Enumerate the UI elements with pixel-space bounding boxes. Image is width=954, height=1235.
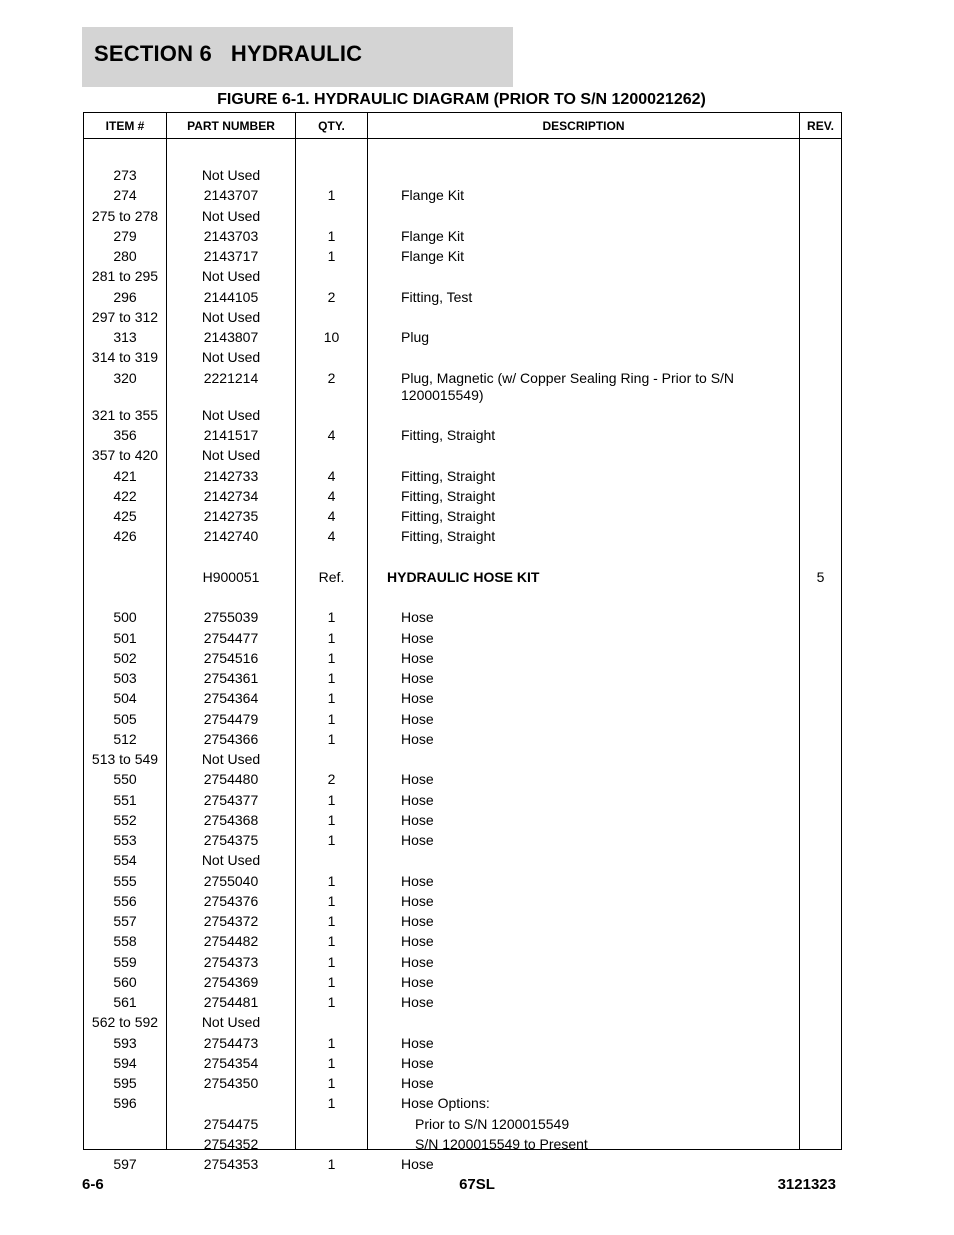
header-part-number: PART NUMBER — [167, 113, 296, 139]
cell-part: 2754354 — [203, 1054, 259, 1071]
rev-column — [800, 139, 842, 1150]
cell-part: 2754480 — [203, 771, 259, 788]
cell-qty: 4 — [327, 427, 336, 443]
cell-qty: 1 — [327, 872, 336, 889]
cell-part: Not Used — [201, 751, 261, 767]
cell-qty: 1 — [327, 1156, 336, 1172]
cell-item: 512 — [113, 730, 137, 747]
cell-qty: 1 — [327, 913, 336, 929]
cell-desc: HYDRAULIC HOSE KIT — [387, 568, 540, 585]
cell-item: 314 to 319 — [91, 349, 159, 366]
table-header-row — [84, 113, 842, 139]
cell-item: 273 — [113, 167, 137, 183]
cell-desc: Hose — [401, 811, 434, 828]
cell-item: 501 — [113, 629, 137, 646]
cell-item: 594 — [113, 1054, 137, 1071]
cell-desc: Hose — [401, 1156, 434, 1172]
cell-desc: Hose — [401, 629, 434, 646]
cell-desc: Hose — [401, 994, 434, 1010]
cell-qty: 1 — [327, 953, 336, 970]
cell-item: 296 — [113, 288, 137, 305]
cell-part: 2754350 — [203, 1075, 259, 1091]
cell-part: 2754361 — [203, 670, 259, 686]
cell-part: 2221214 — [203, 369, 259, 386]
cell-part: 2143703 — [203, 227, 259, 244]
item-column — [84, 139, 167, 1172]
cell-item: 556 — [113, 892, 137, 909]
cell-item: 559 — [113, 953, 137, 970]
section-banner — [82, 27, 513, 87]
cell-item: 561 — [113, 994, 137, 1010]
cell-item: 320 — [113, 369, 137, 386]
cell-qty: 1 — [327, 973, 336, 990]
cell-desc: Hose — [401, 670, 434, 686]
cell-part: 2754366 — [203, 730, 259, 747]
cell-qty: 2 — [327, 771, 336, 788]
cell-item: 502 — [113, 649, 137, 666]
parts-table — [83, 112, 842, 1172]
cell-item: 279 — [113, 227, 137, 244]
cell-qty: 1 — [327, 892, 336, 909]
cell-part: 2754516 — [203, 649, 259, 666]
cell-item: 321 to 355 — [91, 406, 159, 423]
cell-item: 274 — [113, 187, 137, 204]
cell-part: 2754477 — [203, 629, 259, 646]
cell-item: 550 — [113, 771, 137, 788]
cell-item: 505 — [113, 710, 137, 727]
cell-part: Not Used — [201, 406, 261, 423]
cell-part: Not Used — [201, 1014, 261, 1031]
cell-part: 2141517 — [203, 427, 259, 443]
cell-desc: Hose — [401, 1054, 434, 1071]
cell-qty: 1 — [327, 933, 336, 950]
cell-item: 595 — [113, 1075, 137, 1091]
cell-part: 2142735 — [203, 508, 259, 524]
cell-part: 2754481 — [203, 994, 259, 1010]
cell-desc: Hose — [401, 1034, 434, 1051]
cell-qty: 4 — [327, 508, 336, 524]
figure-title: FIGURE 6-1. HYDRAULIC DIAGRAM (PRIOR TO S/N 1200021262) — [217, 91, 706, 108]
cell-item: 553 — [113, 832, 137, 848]
cell-part: 2754369 — [203, 973, 259, 990]
cell-part: Not Used — [201, 268, 261, 285]
cell-part: H900051 — [202, 568, 260, 585]
cell-qty: Ref. — [318, 568, 345, 585]
cell-part: Not Used — [201, 207, 261, 224]
cell-qty: 1 — [327, 227, 336, 244]
cell-item: 357 to 420 — [91, 447, 159, 464]
cell-item: 280 — [113, 248, 137, 264]
cell-desc: Fitting, Straight — [401, 508, 496, 524]
cell-qty: 1 — [327, 187, 336, 204]
cell-desc: Hose — [401, 832, 434, 848]
cell-desc: Hose — [401, 649, 434, 666]
cell-part: 2754377 — [203, 791, 259, 808]
cell-part: 2143717 — [203, 248, 259, 264]
cell-qty: 4 — [327, 487, 336, 504]
cell-part: Not Used — [201, 167, 261, 183]
cell-item: 422 — [113, 487, 137, 504]
section-title: SECTION 6 HYDRAULIC — [94, 41, 363, 66]
qty-column — [296, 139, 368, 1172]
cell-part: 2142734 — [203, 487, 259, 504]
cell-part: Not Used — [201, 308, 261, 325]
cell-qty: 1 — [327, 791, 336, 808]
cell-desc: Fitting, Straight — [401, 467, 496, 484]
cell-qty: 1 — [327, 811, 336, 828]
cell-qty: 1 — [327, 1095, 336, 1112]
cell-part: 2754352 — [203, 1135, 259, 1152]
cell-item: 597 — [113, 1156, 137, 1172]
cell-part: 2754475 — [203, 1115, 259, 1132]
part-number-column — [167, 139, 296, 1172]
cell-part: 2754373 — [203, 953, 259, 970]
cell-desc: Flange Kit — [401, 248, 465, 264]
cell-qty: 1 — [327, 1054, 336, 1071]
cell-qty: 1 — [327, 710, 336, 727]
cell-desc: Hose — [401, 1075, 434, 1091]
cell-rev: 5 — [816, 568, 825, 585]
cell-item: 421 — [113, 467, 137, 484]
cell-desc: Hose — [401, 913, 434, 929]
cell-item: 297 to 312 — [91, 308, 159, 325]
cell-item: 555 — [113, 872, 137, 889]
cell-desc: Hose — [401, 609, 434, 626]
cell-part: Not Used — [201, 852, 261, 869]
cell-item: 275 to 278 — [91, 207, 159, 224]
cell-part: 2142733 — [203, 467, 259, 484]
cell-qty: 1 — [327, 609, 336, 626]
cell-part: 2754364 — [203, 690, 259, 707]
cell-desc: Fitting, Test — [401, 288, 473, 305]
cell-item: 552 — [113, 811, 137, 828]
cell-item: 557 — [113, 913, 137, 929]
cell-item: 503 — [113, 670, 137, 686]
cell-item: 554 — [113, 852, 137, 869]
cell-item: 356 — [113, 427, 137, 443]
cell-desc: Hose — [401, 730, 434, 747]
cell-desc: Hose — [401, 933, 434, 950]
cell-desc: Hose — [401, 771, 434, 788]
cell-desc: Hose — [401, 791, 434, 808]
header-item: ITEM # — [84, 113, 167, 139]
cell-part: 2144105 — [203, 288, 259, 305]
cell-qty: 1 — [327, 994, 336, 1010]
cell-qty: 4 — [327, 467, 336, 484]
cell-item: 313 — [113, 329, 137, 345]
cell-desc: Hose — [401, 953, 434, 970]
model-name: 67SL — [459, 1176, 495, 1193]
cell-desc: Fitting, Straight — [401, 427, 496, 443]
cell-qty: 1 — [327, 670, 336, 686]
cell-part: 2142740 — [203, 528, 259, 545]
cell-part: 2755039 — [203, 609, 259, 626]
cell-part: 2754473 — [203, 1034, 259, 1051]
cell-qty: 1 — [327, 649, 336, 666]
cell-qty: 1 — [327, 629, 336, 646]
cell-desc: S/N 1200015549 to Present — [415, 1135, 588, 1152]
cell-item: 558 — [113, 933, 137, 950]
cell-qty: 1 — [327, 1075, 336, 1091]
cell-desc: Hose Options: — [401, 1095, 490, 1112]
cell-item: 593 — [113, 1034, 137, 1051]
cell-part: 2754375 — [203, 832, 259, 848]
cell-qty: 1 — [327, 1034, 336, 1051]
cell-desc: Hose — [401, 690, 434, 707]
cell-part: 2754353 — [203, 1156, 259, 1172]
cell-item: 513 to 549 — [91, 751, 159, 767]
description-column — [368, 139, 800, 1172]
cell-item: 500 — [113, 609, 137, 626]
cell-desc: Prior to S/N 1200015549 — [415, 1115, 570, 1132]
cell-desc: Flange Kit — [401, 227, 465, 244]
cell-part: 2754372 — [203, 913, 259, 929]
cell-qty: 2 — [327, 288, 336, 305]
cell-item: 562 to 592 — [91, 1014, 159, 1031]
header-description: DESCRIPTION — [368, 113, 800, 139]
cell-part: 2754376 — [203, 892, 259, 909]
cell-desc: Flange Kit — [401, 187, 465, 204]
cell-part: 2755040 — [203, 872, 259, 889]
cell-part: 2754482 — [203, 933, 259, 950]
cell-item: 596 — [113, 1095, 137, 1112]
cell-desc: 1200015549) — [401, 386, 484, 403]
cell-desc: Fitting, Straight — [401, 487, 496, 504]
cell-desc: Fitting, Straight — [401, 528, 496, 545]
cell-qty: 10 — [323, 329, 340, 345]
header-rev: REV. — [800, 113, 842, 139]
cell-item: 425 — [113, 508, 137, 524]
cell-qty: 1 — [327, 832, 336, 848]
cell-part: 2143807 — [203, 329, 259, 345]
header-qty: QTY. — [296, 113, 368, 139]
cell-qty: 2 — [327, 369, 336, 386]
cell-part: 2143707 — [203, 187, 259, 204]
cell-desc: Hose — [401, 973, 434, 990]
page-number: 6-6 — [82, 1176, 104, 1193]
cell-qty: 1 — [327, 730, 336, 747]
cell-item: 504 — [113, 690, 137, 707]
cell-desc: Plug, Magnetic (w/ Copper Sealing Ring - Prior to S/N — [401, 369, 735, 386]
cell-item: 426 — [113, 528, 137, 545]
cell-desc: Hose — [401, 710, 434, 727]
cell-part: 2754368 — [203, 811, 259, 828]
cell-qty: 1 — [327, 690, 336, 707]
cell-desc: Plug — [401, 329, 430, 345]
cell-item: 551 — [113, 791, 137, 808]
cell-part: Not Used — [201, 349, 261, 366]
cell-desc: Hose — [401, 872, 434, 889]
table-body-row — [84, 139, 842, 1150]
cell-item: 281 to 295 — [91, 268, 159, 285]
cell-part: 2754479 — [203, 710, 259, 727]
cell-part: Not Used — [201, 447, 261, 464]
cell-qty: 1 — [327, 248, 336, 264]
cell-item: 560 — [113, 973, 137, 990]
document-number: 3121323 — [777, 1176, 836, 1193]
cell-desc: Hose — [401, 892, 434, 909]
cell-qty: 4 — [327, 528, 336, 545]
